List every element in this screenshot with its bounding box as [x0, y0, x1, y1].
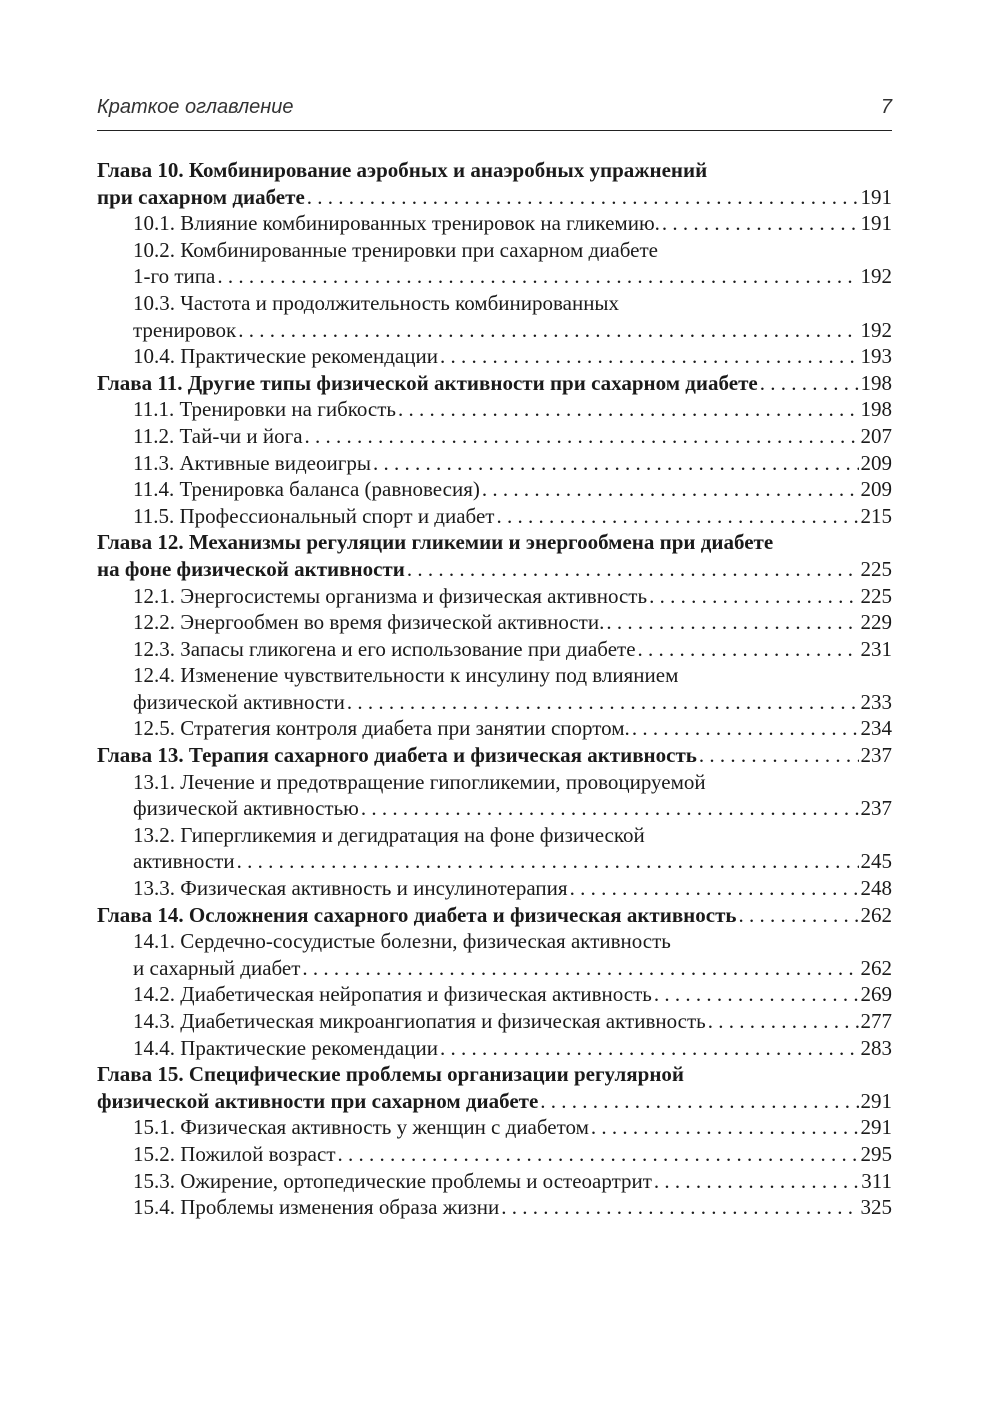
toc-section-13-2-title: 13.2. Гипергликемия и дегидратация на фоне физической	[133, 822, 645, 847]
toc-page-number: 192	[860, 264, 892, 289]
toc-section-14-4[interactable]	[97, 1035, 892, 1062]
dot-leader	[307, 184, 859, 211]
toc-section-11-3[interactable]	[97, 450, 892, 477]
dot-leader	[649, 583, 858, 610]
toc-entry-text: 15.2. Пожилой возраст	[133, 1141, 336, 1166]
toc-entry-text: физической активностью	[133, 796, 359, 821]
dot-leader	[398, 396, 859, 423]
toc-page-number: 191	[860, 184, 892, 209]
toc-section-12-4-title: 12.4. Изменение чувствительности к инсулину под влиянием	[133, 663, 679, 688]
toc-entry-text: 12.3. Запасы гликогена и его использование при диабете	[133, 636, 636, 661]
toc-page-number: 225	[860, 556, 892, 581]
toc-section-11-5[interactable]	[97, 503, 892, 530]
dot-leader	[347, 689, 859, 716]
toc-section-11-1[interactable]	[97, 396, 892, 423]
toc-entry-text: 11.3. Активные видеоигры	[133, 450, 371, 475]
toc-section-10-3[interactable]	[97, 317, 892, 344]
toc-chapter-13[interactable]	[97, 742, 892, 769]
dot-leader	[739, 902, 859, 929]
toc-chapter-12-title: Глава 12. Механизмы регуляции гликемии и энергообмена при диабете	[97, 530, 774, 555]
dot-leader	[238, 317, 858, 344]
toc-entry-text: 14.4. Практические рекомендации	[133, 1035, 438, 1060]
toc-page-number: 207	[860, 423, 892, 448]
toc-page-number: 277	[860, 1009, 892, 1033]
toc-entry-text: 10.1. Влияние комбинированных тренировок на гликемию.	[133, 211, 660, 236]
dot-leader	[440, 343, 859, 370]
toc-page-number: 269	[860, 982, 892, 1007]
dot-leader	[482, 476, 859, 503]
toc-page-number: 291	[860, 1115, 892, 1140]
toc-entry-text: Глава 11. Другие типы физической активности при сахарном диабете	[97, 370, 758, 395]
dot-leader	[662, 210, 859, 237]
toc-chapter-11[interactable]	[97, 370, 892, 397]
toc-page-number: 209	[860, 477, 892, 502]
toc-page-number: 245	[860, 849, 892, 874]
toc-page-number: 233	[860, 689, 892, 714]
toc-entry-text: 14.2. Диабетическая нейропатия и физическая активность	[133, 982, 652, 1007]
toc-page-number: 283	[860, 1035, 892, 1060]
toc-page-number: 237	[860, 743, 892, 768]
dot-leader	[708, 1008, 859, 1035]
toc-section-15-3[interactable]	[97, 1168, 892, 1195]
toc-section-13-2[interactable]	[97, 848, 892, 875]
dot-leader	[699, 742, 859, 769]
toc-section-10-4[interactable]	[97, 343, 892, 370]
toc-section-12-2[interactable]	[97, 609, 892, 636]
toc-entry-text: 15.4. Проблемы изменения образа жизни	[133, 1195, 500, 1220]
toc-page-number: 311	[861, 1168, 892, 1193]
toc-page-number: 262	[860, 902, 892, 927]
toc-page-number: 192	[860, 317, 892, 342]
dot-leader	[440, 1035, 859, 1062]
dot-leader	[591, 1114, 859, 1141]
toc-entry-text: на фоне физической активности	[97, 556, 405, 581]
toc-page-number: 248	[860, 876, 892, 901]
dot-leader	[654, 981, 859, 1008]
toc-entry-text: 12.5. Стратегия контроля диабета при занятии спортом.	[133, 716, 630, 741]
toc-page-number: 215	[860, 503, 892, 528]
toc-page-number: 225	[860, 583, 892, 608]
toc-section-10-2-title: 10.2. Комбинированные тренировки при сахарном диабете	[133, 237, 658, 262]
dot-leader	[407, 556, 859, 583]
toc-entry-text: 10.4. Практические рекомендации	[133, 344, 438, 369]
toc-section-14-1[interactable]	[97, 955, 892, 982]
dot-leader	[638, 636, 859, 663]
dot-leader	[496, 503, 858, 530]
toc-section-13-3[interactable]	[97, 875, 892, 902]
toc-entry-text: 13.3. Физическая активность и инсулинотерапия	[133, 876, 568, 901]
toc-section-15-4[interactable]	[97, 1194, 892, 1221]
toc-chapter-14[interactable]	[97, 902, 892, 929]
toc-page-number: 291	[860, 1088, 892, 1113]
toc-entry-text: тренировок	[133, 317, 237, 342]
toc-section-15-2[interactable]	[97, 1141, 892, 1168]
dot-leader	[338, 1141, 859, 1168]
toc-page-number: 262	[860, 955, 892, 980]
toc-section-10-3-title: 10.3. Частота и продолжительность комбинированных	[133, 290, 620, 315]
toc-entry-text: и сахарный диабет	[133, 955, 301, 980]
toc-chapter-10-title: Глава 10. Комбинирование аэробных и анаэробных упражнений	[97, 158, 708, 182]
toc-section-13-1[interactable]	[97, 795, 892, 822]
toc-section-11-4[interactable]	[97, 476, 892, 503]
toc-page-number: 191	[860, 211, 892, 236]
toc-entry-text: Глава 13. Терапия сахарного диабета и физическая активность	[97, 743, 697, 768]
toc-page-number: 234	[860, 716, 892, 741]
table-of-contents	[97, 157, 892, 1221]
dot-leader	[760, 370, 859, 397]
toc-entry-text: активности	[133, 849, 235, 874]
toc-entry-text: 15.1. Физическая активность у женщин с диабетом	[133, 1115, 589, 1140]
toc-section-12-4[interactable]	[97, 689, 892, 716]
toc-chapter-15-title: Глава 15. Специфические проблемы организации регулярной	[97, 1062, 685, 1087]
toc-entry-text: 15.3. Ожирение, ортопедические проблемы и остеоартрит	[133, 1168, 652, 1193]
dot-leader	[305, 423, 859, 450]
dot-leader	[501, 1194, 858, 1221]
toc-entry-text: 11.4. Тренировка баланса (равновесия)	[133, 477, 480, 502]
toc-section-10-1[interactable]	[97, 210, 892, 237]
toc-page-number: 193	[860, 344, 892, 369]
toc-entry-text: 11.2. Тай-чи и йога	[133, 423, 303, 448]
toc-entry-text: физической активности	[133, 689, 345, 714]
toc-section-12-5[interactable]	[97, 715, 892, 742]
dot-leader	[361, 795, 859, 822]
toc-page-number: 198	[860, 370, 892, 395]
toc-entry-text: 1-го типа	[133, 264, 216, 289]
toc-entry-text: 14.3. Диабетическая микроангиопатия и физическая активность	[133, 1009, 706, 1033]
page-number: 7	[880, 96, 892, 118]
toc-entry-text: при сахарном диабете	[97, 184, 305, 209]
toc-chapter-10[interactable]	[97, 184, 892, 211]
toc-entry-text: Глава 14. Осложнения сахарного диабета и физическая активность	[97, 902, 737, 927]
toc-page-number: 295	[860, 1141, 892, 1166]
toc-chapter-15[interactable]	[97, 1088, 892, 1115]
dot-leader	[302, 955, 858, 982]
toc-page-number: 209	[860, 450, 892, 475]
toc-entry-text: 12.1. Энергосистемы организма и физическая активность	[133, 583, 648, 608]
dot-leader	[540, 1088, 858, 1115]
toc-page-number: 229	[860, 610, 892, 635]
toc-entry-text: 11.1. Тренировки на гибкость	[133, 397, 396, 422]
running-head	[97, 96, 892, 128]
toc-section-10-2[interactable]	[97, 263, 892, 290]
toc-entry-text: физической активности при сахарном диабете	[97, 1088, 539, 1113]
toc-page-number: 231	[860, 636, 892, 661]
dot-leader	[373, 450, 859, 477]
toc-entry-text: 11.5. Профессиональный спорт и диабет	[133, 503, 495, 528]
toc-section-13-1-title: 13.1. Лечение и предотвращение гипогликемии, провоцируемой	[133, 769, 706, 794]
toc-page-number: 237	[860, 796, 892, 821]
dot-leader	[606, 609, 858, 636]
toc-section-12-1[interactable]	[97, 583, 892, 610]
dot-leader	[237, 848, 859, 875]
toc-chapter-12[interactable]	[97, 556, 892, 583]
toc-section-12-3[interactable]	[97, 636, 892, 663]
toc-entry-text: 12.2. Энергообмен во время физической активности.	[133, 610, 605, 635]
dot-leader	[217, 263, 858, 290]
toc-section-14-1-title: 14.1. Сердечно-сосудистые болезни, физическая активность	[133, 929, 671, 954]
toc-section-11-2[interactable]	[97, 423, 892, 450]
toc-section-14-3[interactable]	[97, 1008, 892, 1035]
toc-page-number: 198	[860, 397, 892, 422]
toc-section-14-2[interactable]	[97, 981, 892, 1008]
header-rule	[97, 130, 892, 131]
dot-leader	[632, 715, 859, 742]
running-head-title: Краткое оглавление	[97, 96, 294, 118]
toc-section-15-1[interactable]	[97, 1114, 892, 1141]
dot-leader	[654, 1168, 859, 1195]
toc-page-number: 325	[860, 1195, 892, 1220]
dot-leader	[570, 875, 859, 902]
